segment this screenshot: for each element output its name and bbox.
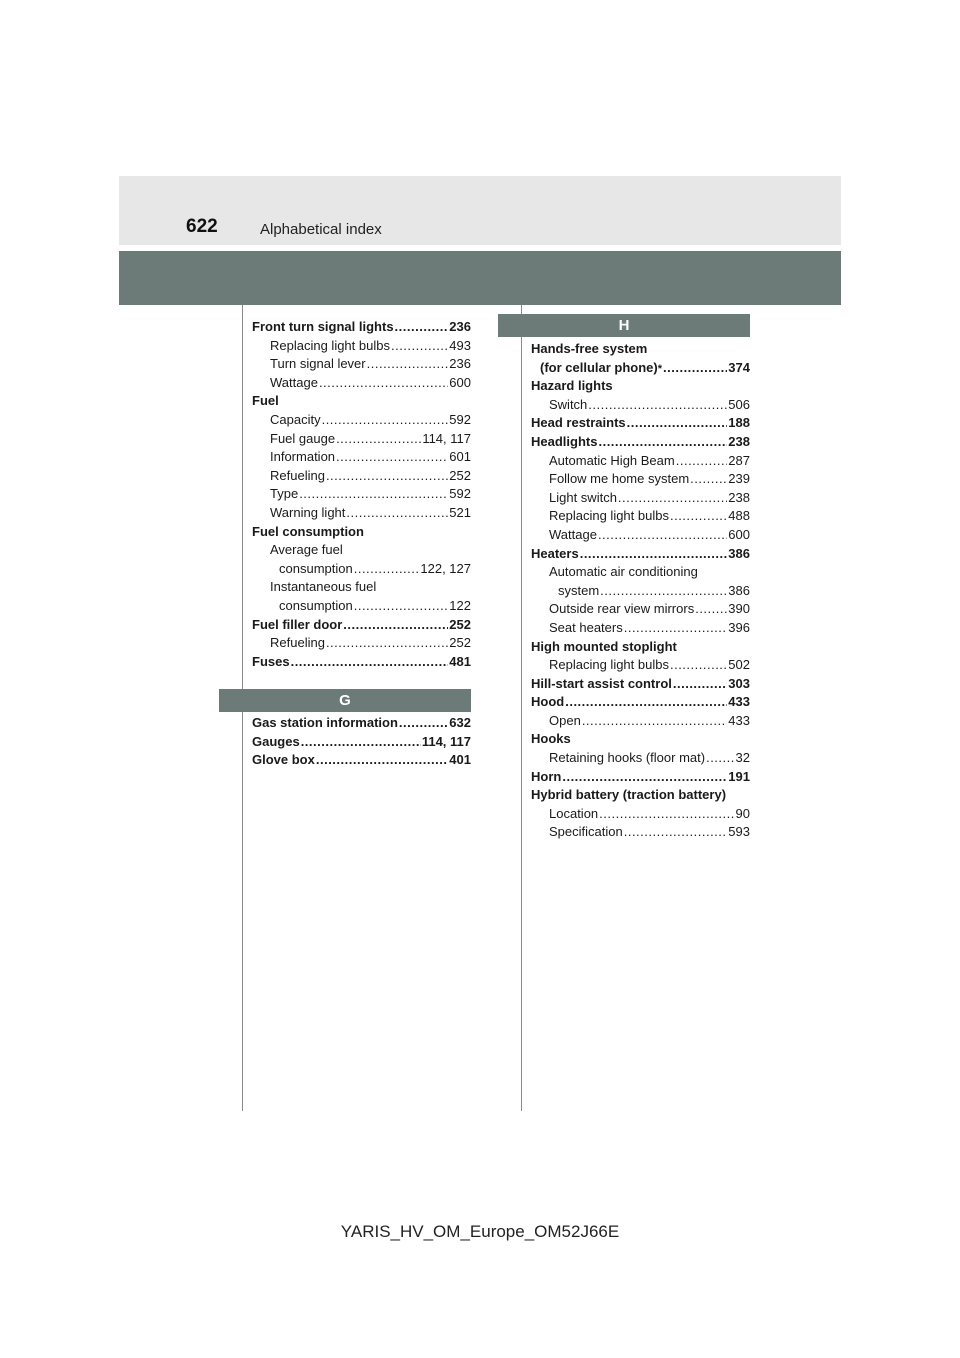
leader-dots [343,616,448,635]
index-entry-page[interactable]: 238 [728,489,750,505]
index-entry [531,563,750,582]
index-entry [531,805,750,824]
index-entry-label: (for cellular phone) [540,359,658,375]
index-entry-label: Fuses [252,653,290,669]
index-entry-label: Average fuel [270,542,343,558]
index-entry-page[interactable]: 433 [728,712,750,728]
header-dark-band [119,251,841,305]
leader-dots [322,411,449,430]
index-entry-page[interactable]: 287 [728,452,750,468]
leader-dots [391,337,448,356]
index-entry-label: Seat heaters [549,619,623,635]
index-entry [531,526,750,545]
index-entry-page[interactable]: 632 [449,715,471,730]
leader-dots [695,600,727,619]
index-entry-page[interactable]: 122 [449,597,471,613]
leader-dots [399,714,448,733]
index-entry [531,396,750,415]
index-entry-page[interactable]: 600 [728,526,750,542]
index-entry-label: Turn signal lever [270,356,366,372]
leader-dots [562,768,727,787]
index-entry-label: Horn [531,768,562,784]
index-entry-page[interactable]: 521 [449,504,471,520]
index-entry-label: Gas station information [252,715,398,730]
index-entry-page[interactable]: 592 [449,411,471,427]
page-number: 622 [186,216,218,237]
leader-dots [316,751,448,770]
index-entry [531,507,750,526]
index-entry-label: Automatic High Beam [549,452,675,468]
index-entry-page[interactable]: 481 [449,653,471,669]
index-entry-label: Location [549,805,599,821]
leader-dots [301,733,421,752]
index-entry-page[interactable]: 252 [449,635,471,651]
index-entry [531,433,750,452]
index-entry-label: Headlights [531,433,598,449]
index-entry [252,733,471,752]
index-entry-label: Glove box [252,752,315,768]
index-entry-page[interactable]: 386 [728,545,750,561]
leader-dots [600,582,727,601]
index-entry [531,377,750,396]
index-entry-page[interactable]: 593 [728,824,750,840]
index-entry-page[interactable]: 386 [728,582,750,598]
index-entry [252,411,471,430]
index-entry [252,597,471,616]
index-entry-label: Hands-free system [531,341,648,356]
letter-heading-g: G [219,689,471,712]
index-entry-page[interactable]: 236 [449,356,471,372]
index-entry-label: Outside rear view mirrors [549,601,695,617]
index-entry [531,656,750,675]
index-entry [531,582,750,601]
index-entry-label: Hood [531,694,565,710]
leader-dots [326,467,448,486]
index-entry-label: Fuel filler door [252,616,343,632]
leader-dots [395,318,449,337]
index-entry-label: Type [270,486,299,502]
index-entry [252,634,471,653]
index-entry-page[interactable]: 592 [449,486,471,502]
document-code: YARIS_HV_OM_Europe_OM52J66E [340,1222,620,1241]
letter-heading-h: H [498,314,750,337]
index-entry-page[interactable]: 600 [449,374,471,390]
index-entry [252,448,471,467]
index-entry-page[interactable]: 252 [449,467,471,483]
index-entry-label: Capacity [270,411,321,427]
index-entry [252,578,471,597]
leader-dots [319,374,448,393]
index-entry-label: Hybrid battery (traction battery) [531,787,727,803]
leader-dots [670,507,727,526]
leader-dots [354,597,449,616]
index-entry-label: Light switch [549,489,617,505]
index-entry-label: Fuel gauge [270,430,336,446]
index-entry-page[interactable]: 188 [728,415,750,431]
index-entry [531,489,750,508]
index-entry-label: Fuel [252,393,279,409]
index-entry-page[interactable]: 506 [728,396,750,412]
leader-dots [580,545,728,564]
index-entry-label: Replacing light bulbs [549,508,669,524]
index-entry [252,467,471,486]
index-entry [252,504,471,523]
index-entry-label: Follow me home system [549,471,690,487]
leader-dots [706,749,734,768]
index-entry [531,786,750,805]
index-entry-page[interactable]: 114, 117 [422,430,471,446]
index-entry [531,619,750,638]
index-entry-page[interactable]: 238 [728,433,750,449]
index-entry-label: Instantaneous fuel [270,579,377,595]
index-entry [252,714,471,733]
leader-dots [624,619,728,638]
index-entry-label: Retaining hooks (floor mat) [549,750,706,766]
leader-dots [336,430,421,449]
index-entry-page[interactable]: 401 [449,752,471,768]
index-entry [252,355,471,374]
index-entry [252,374,471,393]
index-column-left [252,318,471,671]
index-entry-page[interactable]: 601 [449,449,471,465]
index-entry-label: Warning light [270,504,346,520]
index-entry-label: Open [549,712,581,728]
leader-dots [598,526,727,545]
leader-dots [336,448,448,467]
index-entry [252,751,471,770]
index-entry-page[interactable]: 236 [449,319,471,334]
index-entry [252,318,471,337]
index-entry-page[interactable]: 433 [728,694,750,710]
index-entry-label: consumption [279,597,353,613]
index-entry-page[interactable]: 374 [728,359,750,375]
column-divider-middle [521,305,522,1111]
index-entry [252,541,471,560]
index-entry [531,730,750,749]
index-entry [252,337,471,356]
index-entry [252,560,471,579]
index-entry-label: Automatic air conditioning [549,564,698,580]
index-entry [531,768,750,787]
index-entry-label: Wattage [549,526,597,542]
index-entry-label: Information [270,449,336,465]
index-entry [531,470,750,489]
index-entry-label: Hooks [531,731,571,747]
index-entry [252,616,471,635]
index-entry-label: Specification [549,824,623,840]
leader-dots [291,653,449,672]
index-entry [252,430,471,449]
leader-dots [618,489,727,508]
index-entry: (for cellular phone) * ..... 374 [531,359,750,378]
index-entry-label: system [558,582,600,598]
index-entry [252,523,471,542]
header-band [119,176,841,245]
index-entry [531,452,750,471]
index-entry-label: Head restraints [531,415,626,431]
index-entry [531,675,750,694]
leader-dots [582,712,727,731]
index-entry-page[interactable]: 239 [728,471,750,487]
leader-dots [565,693,727,712]
index-column-right [531,340,750,842]
leader-dots [599,805,734,824]
index-entry-label: Hill-start assist control [531,675,672,691]
leader-dots [588,396,727,415]
index-entry-label: Refueling [270,635,325,651]
leader-dots [346,504,448,523]
leader-dots [673,675,727,694]
index-entry-label: Switch [549,396,588,412]
index-entry [531,545,750,564]
index-entry-label: Replacing light bulbs [270,337,390,353]
index-entry [252,485,471,504]
index-entry-page[interactable]: 396 [728,619,750,635]
index-entry-label: Replacing light bulbs [549,657,669,673]
leader-dots [624,823,728,842]
index-entry-page[interactable]: 493 [449,337,471,353]
leader-dots [354,560,420,579]
index-entry-label: Heaters [531,545,579,561]
index-entry [531,638,750,657]
index-entry [531,600,750,619]
index-entry [531,823,750,842]
index-entry-label: Wattage [270,374,318,390]
index-entry-page[interactable]: 114, 117 [421,733,471,749]
index-entry-label: High mounted stoplight [531,638,677,654]
leader-dots [367,355,449,374]
index-entry-page[interactable]: 252 [449,616,471,632]
index-entry-page[interactable]: 488 [728,508,750,524]
index-entry [531,414,750,433]
leader-dots [676,452,728,471]
index-entry [531,712,750,731]
index-entry-page[interactable]: 390 [728,601,750,617]
index-entry [531,749,750,768]
index-entry-label: Gauges [252,733,300,749]
index-entry-page[interactable]: 502 [728,657,750,673]
index-entry-label: Fuel consumption [252,523,364,539]
leader-dots [627,414,728,433]
index-entry-page[interactable]: 191 [728,768,750,784]
leader-dots [670,656,727,675]
leader-dots [299,485,448,504]
index-entry-label: Refueling [270,467,325,483]
index-entry [252,653,471,672]
section-title: Alphabetical index [260,221,382,238]
leader-dots [598,433,727,452]
index-entry-label: Front turn signal lights [252,319,394,334]
index-entry-page[interactable]: 303 [728,675,750,691]
index-entry [252,392,471,411]
leader-dots [663,359,727,378]
index-entry-label: consumption [279,560,353,576]
index-entry-page[interactable]: 90 [735,805,750,821]
leader-dots [326,634,448,653]
index-entry-page[interactable]: 122, 127 [420,560,471,576]
index-entry-label: Hazard lights [531,378,613,394]
index-entry [531,693,750,712]
index-entry-page[interactable]: 32 [735,750,750,766]
leader-dots [690,470,727,489]
index-column-g [252,714,471,770]
index-entry [531,340,750,359]
